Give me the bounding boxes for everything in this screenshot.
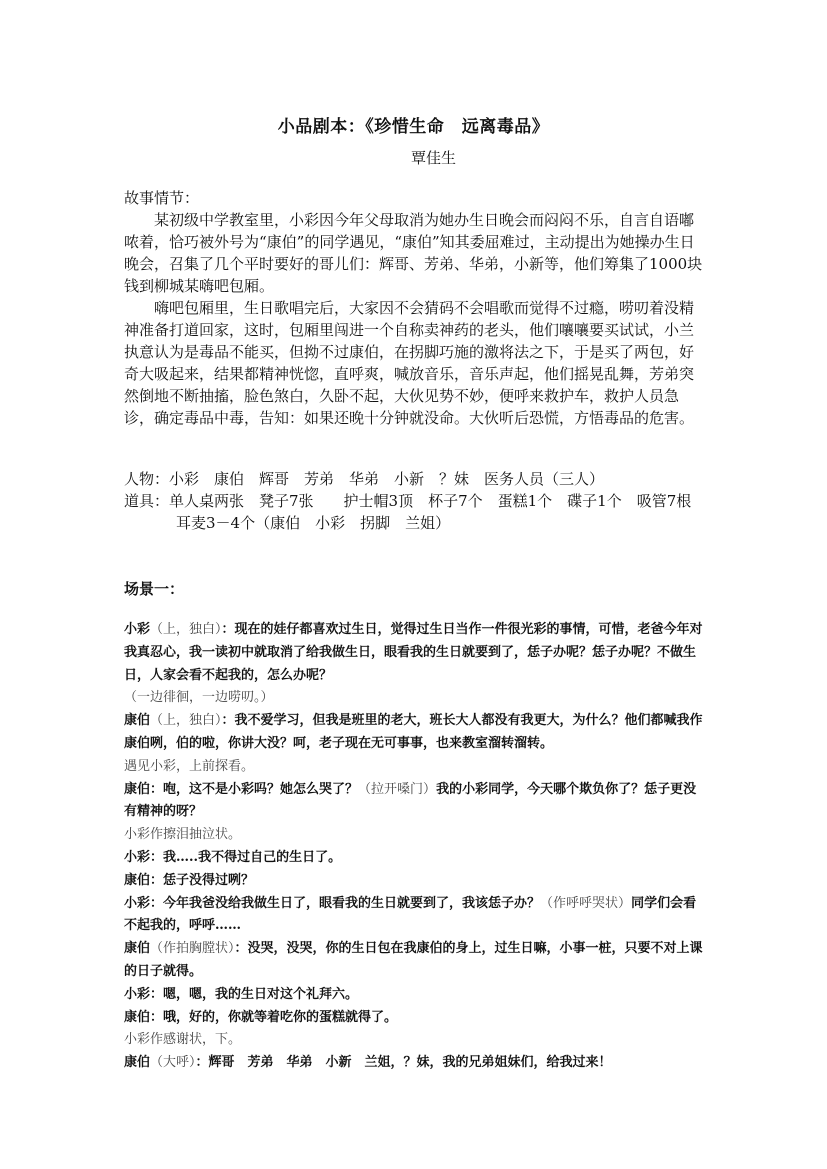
line-text: 同学们会看不起我的，呼呼…… xyxy=(124,895,697,934)
line-text: 今年我爸没给我做生日了，眼看我的生日就要到了，我该恁子办？ xyxy=(163,895,541,911)
speaker-separator: ： xyxy=(150,872,164,888)
speaker-separator: ： xyxy=(221,622,235,637)
story-paragraph: 某初级中学教室里，小彩因今年父母取消为她办生日晚会而闷闷不乐，自言自语嘟哝着，恰巧被外号为“康伯”的同学遇见，“康伯”知其委屈难过，主动提出为她操办生日晚会，召集了几个平时要好的哥儿们：辉哥、芳弟、华弟，小新等，他们筹集了1000块钱到柳城某嗨吧包厢。 xyxy=(124,211,703,295)
speaker-separator: ： xyxy=(234,941,248,957)
speaker-name: 康伯 xyxy=(124,713,151,729)
line-text: 哦，好的，你就等着吃你的蛋糕就得了。 xyxy=(163,1009,398,1025)
speaker-separator: ： xyxy=(150,849,164,865)
action-direction: （大呼） xyxy=(150,1055,196,1071)
line-text: 恁子没得过咧？ xyxy=(163,872,255,888)
speaker-name: 小彩 xyxy=(124,986,151,1002)
dialogue-line xyxy=(124,1007,704,1030)
story-section xyxy=(124,187,704,429)
line-text: 我不爱学习，但我是班里的老大，班长大人都没有我更大，为什么？他们都喊我作康伯咧，伯的啦，你讲大没？呵，老子现在无可事事，也来教室溜转溜转。 xyxy=(124,713,703,751)
speaker-name: 康伯 xyxy=(124,781,151,797)
dialogue-line xyxy=(124,1052,704,1075)
page-title: 小品剧本：《珍惜生命 远离毒品》 xyxy=(277,117,550,137)
earphones-line: 耳麦3－4个（康伯 小彩 拐脚 兰姐） xyxy=(176,514,451,532)
action-direction: （上，独白） xyxy=(150,622,222,637)
cast-section xyxy=(124,468,704,534)
line-text: 没哭，没哭，你的生日包在我康伯的身上，过生日嘛，小事一桩，只要不对上课的日子就得。 xyxy=(124,941,703,979)
dialogue-line xyxy=(124,938,704,984)
speaker-name: 康伯 xyxy=(124,1009,151,1025)
speaker-name: 康伯 xyxy=(124,872,151,888)
speaker-name: 小彩 xyxy=(124,895,151,911)
line-text: 辉哥 芳弟 华弟 小新 兰姐，？妹，我的兄弟姐妹们，给我过来！ xyxy=(208,1055,612,1071)
speaker-separator: ： xyxy=(221,713,235,729)
author-name: 覃佳生 xyxy=(410,149,456,167)
line-text: 我…..我不得过自己的生日了。 xyxy=(163,849,342,865)
props-line: 道具：单人桌两张 凳子7张 护士帽3顶 杯子7个 蛋糕1个 碟子1个 吸管7根 xyxy=(124,492,692,510)
dialogue-line xyxy=(124,870,704,893)
dialogue-line xyxy=(124,619,704,687)
action-direction: （上，独白） xyxy=(150,713,222,729)
speaker-separator: ： xyxy=(195,1055,209,1071)
speaker-name: 小彩 xyxy=(124,622,151,637)
dialogue-line xyxy=(124,893,704,939)
action-direction: （作呼呼哭状） xyxy=(540,895,632,911)
action-direction: （拉开嗓门） xyxy=(358,781,437,797)
line-text: 现在的娃仔都喜欢过生日，觉得过生日当作一件很光彩的事情，可惜，老爸今年对我真忍心，我一读初中就取消了给我做生日，眼看我的生日就要到了，恁子办呢？恁子办呢？不做生日，人家会看不起我的，怎么办呢？ xyxy=(124,622,703,683)
line-text: 咆，这不是小彩吗？她怎么哭了？ xyxy=(163,781,359,797)
speaker-name: 康伯 xyxy=(124,1055,151,1071)
stage-direction: （一边徘徊，一边唠叨。） xyxy=(124,690,274,706)
dialogue-line xyxy=(124,779,704,825)
action-direction: （作拍胸膛状） xyxy=(150,941,235,957)
stage-direction: 遇见小彩，上前探看。 xyxy=(124,758,255,774)
line-text: 我的小彩同学，今天哪个欺负你了？恁子更没有精神的呀？ xyxy=(124,781,697,820)
speaker-name: 康伯 xyxy=(124,941,151,957)
speaker-separator: ： xyxy=(150,986,164,1002)
story-heading: 故事情节： xyxy=(124,189,200,207)
line-text: 嗯，嗯，我的生日对这个礼拜六。 xyxy=(163,986,359,1002)
dialogue-line xyxy=(124,847,704,870)
stage-direction: 小彩作感谢状，下。 xyxy=(124,1032,242,1048)
dialogue-list xyxy=(124,619,704,1075)
speaker-name: 小彩 xyxy=(124,849,151,865)
story-paragraph: 嗨吧包厢里，生日歌唱完后，大家因不会猜码不会唱歌而觉得不过瘾，唠叨着没精神准备打道回家，这时，包厢里闯进一个自称卖神药的老头，他们嚷嚷要买试试，小兰执意认为是毒品不能买，但拗不过康伯，在拐脚巧施的激将法之下，于是买了两包，好奇大吸起来，结果都精神恍惚，直呼爽，喊放音乐，音乐声起，他们摇晃乱舞，芳弟突然倒地不断抽搐，脸色煞白，久卧不起，大伙见势不妙，便呼来救护车，救护人员急诊，确定毒品中毒，告知：如果还晚十分钟就没命。大伙听后恐慌，方悟毒品的危害。 xyxy=(124,299,695,427)
dialogue-line xyxy=(124,984,704,1007)
speaker-separator: ： xyxy=(150,781,164,797)
scene-heading: 场景一： xyxy=(124,580,185,598)
speaker-separator: ： xyxy=(150,895,164,911)
characters-line: 人物：小彩 康伯 辉哥 芳弟 华弟 小新 ？妹 医务人员（三人） xyxy=(124,470,605,488)
speaker-separator: ： xyxy=(150,1009,164,1025)
stage-direction: 小彩作擦泪抽泣状。 xyxy=(124,827,242,843)
dialogue-line xyxy=(124,710,704,756)
